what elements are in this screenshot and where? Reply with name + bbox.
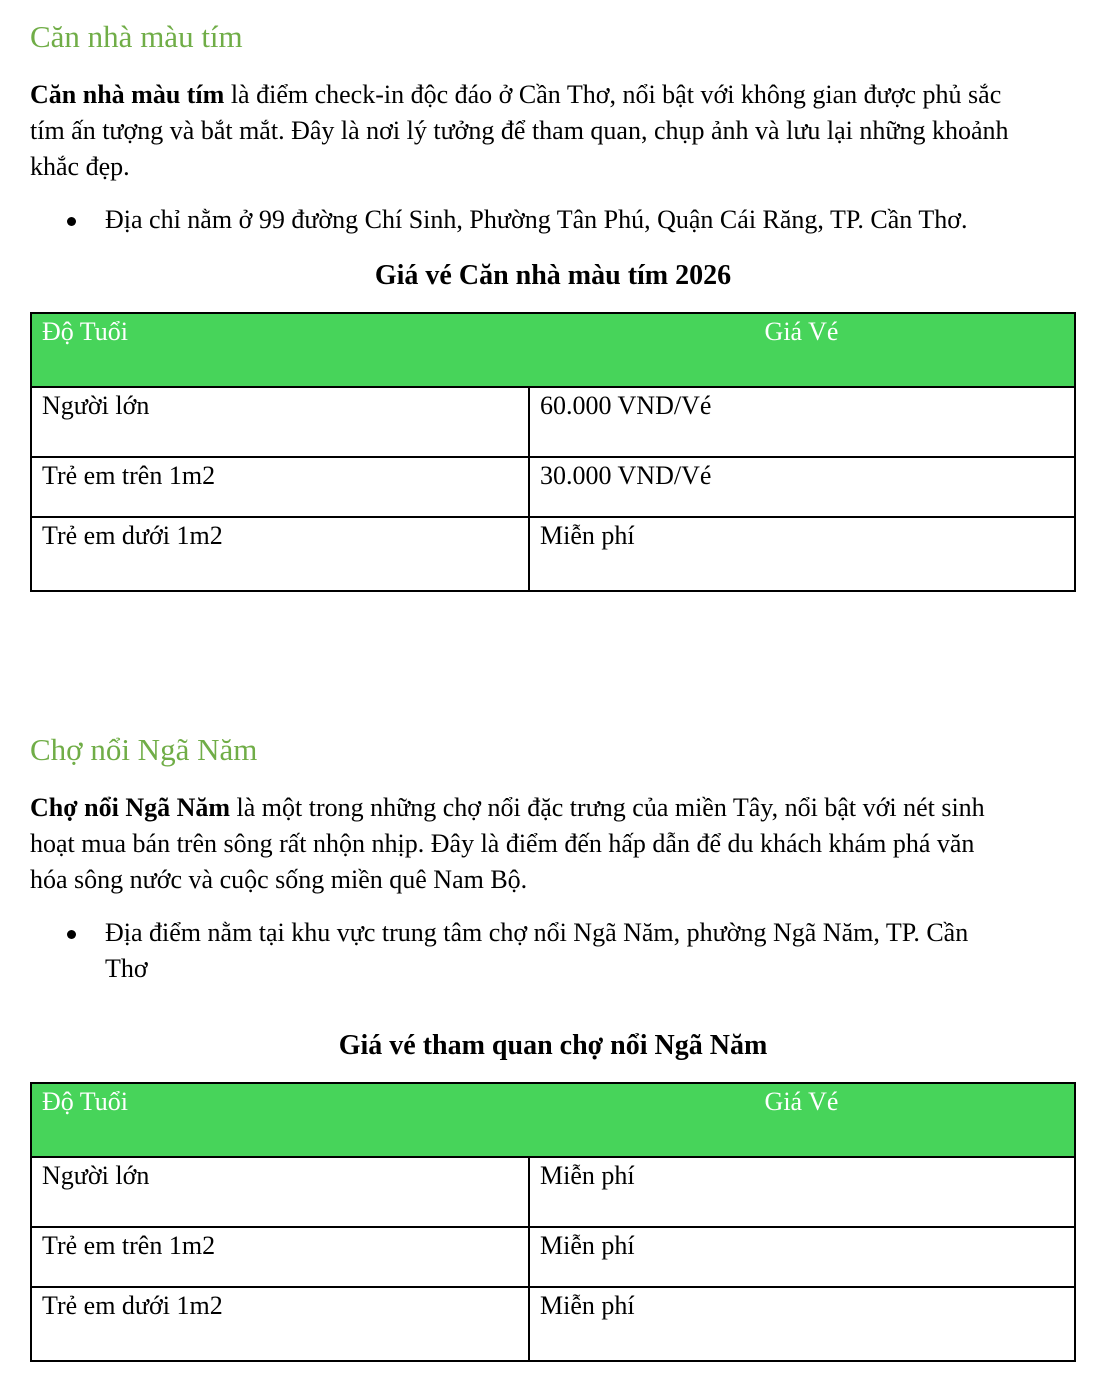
table-row	[31, 1227, 1075, 1287]
header-price: Giá Vé	[529, 313, 1075, 387]
cell-age: Trẻ em dưới 1m2	[31, 517, 529, 591]
bullet-item	[30, 202, 1015, 238]
cell-age: Trẻ em trên 1m2	[31, 457, 529, 517]
bullet-list	[30, 915, 1076, 987]
intro-paragraph	[30, 77, 1015, 185]
table-row	[31, 1287, 1075, 1361]
bullet-item	[30, 915, 1015, 987]
table-title: Giá vé Căn nhà màu tím 2026	[374, 260, 732, 291]
intro-bold: Chợ nổi Ngã Năm	[30, 793, 231, 822]
table-header-row	[31, 313, 1075, 387]
intro-text: là điểm check-in độc đáo ở Cần Thơ, nổi bật với không gian được phủ sắc tím ấn tượng và bắt mắt. Đây là nơi lý tưởng để tham quan, chụp ảnh và lưu lại những khoảnh khắc đẹp.	[30, 80, 1009, 181]
table-title: Giá vé tham quan chợ nổi Ngã Năm	[338, 1030, 768, 1061]
cell-age: Người lớn	[31, 1157, 529, 1227]
cell-price: 60.000 VND/Vé	[529, 387, 1075, 457]
bullet-dot-icon	[67, 217, 76, 226]
intro-text: là một trong những chợ nổi đặc trưng của miền Tây, nổi bật với nét sinh hoạt mua bán trên sông rất nhộn nhịp. Đây là điểm đến hấp dẫn để du khách khám phá văn hóa sông nước và cuộc sống miền quê Nam Bộ.	[30, 793, 985, 894]
header-age: Độ Tuổi	[31, 1083, 529, 1157]
cell-age: Trẻ em trên 1m2	[31, 1227, 529, 1287]
table-row	[31, 457, 1075, 517]
cell-age: Trẻ em dưới 1m2	[31, 1287, 529, 1361]
cell-price: 30.000 VND/Vé	[529, 457, 1075, 517]
table-row	[31, 1157, 1075, 1227]
table-row	[31, 517, 1075, 591]
bullet-text: Địa chỉ nằm ở 99 đường Chí Sinh, Phường Tân Phú, Quận Cái Răng, TP. Cần Thơ.	[105, 205, 968, 234]
section-heading: Chợ nổi Ngã Năm	[30, 732, 258, 767]
table-row	[31, 387, 1075, 457]
price-table	[30, 312, 1076, 592]
table-header-row	[31, 1083, 1075, 1157]
cell-price: Miễn phí	[529, 1157, 1075, 1227]
intro-bold: Căn nhà màu tím	[30, 80, 225, 109]
bullet-list	[30, 202, 1076, 238]
cell-age: Người lớn	[31, 387, 529, 457]
price-table	[30, 1082, 1076, 1362]
section-heading: Căn nhà màu tím	[30, 19, 243, 54]
intro-paragraph	[30, 790, 1015, 898]
section-cho-noi-nga-nam	[30, 727, 1076, 1362]
header-price: Giá Vé	[529, 1083, 1075, 1157]
section-can-nha-mau-tim	[30, 14, 1076, 592]
bullet-dot-icon	[67, 930, 76, 939]
cell-price: Miễn phí	[529, 1227, 1075, 1287]
cell-price: Miễn phí	[529, 517, 1075, 591]
header-age: Độ Tuổi	[31, 313, 529, 387]
cell-price: Miễn phí	[529, 1287, 1075, 1361]
bullet-text: Địa điểm nằm tại khu vực trung tâm chợ nổi Ngã Năm, phường Ngã Năm, TP. Cần Thơ	[105, 918, 969, 983]
